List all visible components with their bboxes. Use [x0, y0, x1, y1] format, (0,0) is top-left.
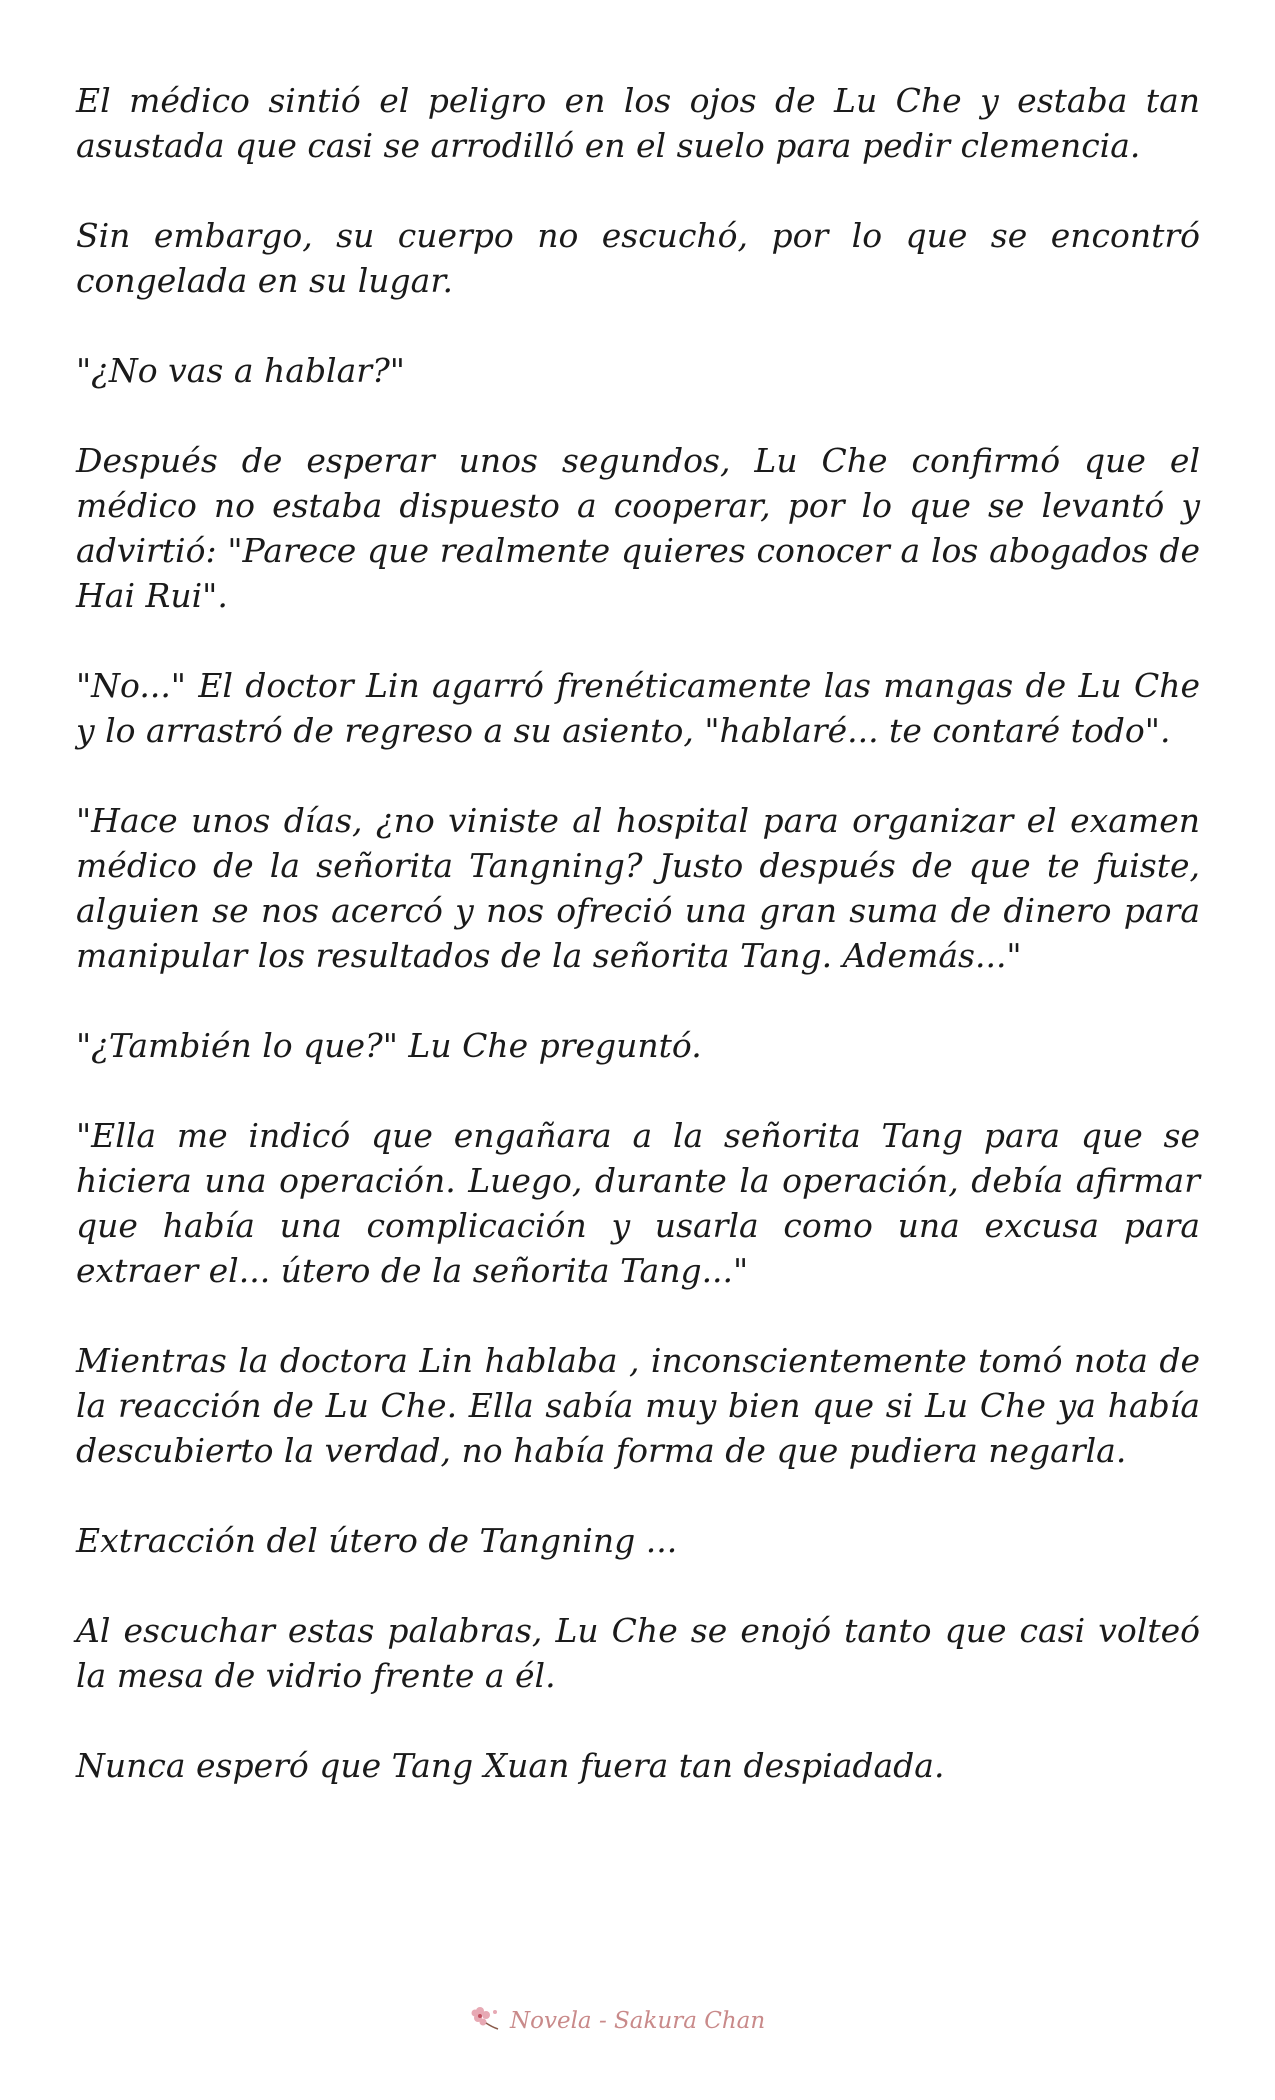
paragraph-9: Mientras la doctora Lin hablaba , inconscientemente tomó nota de la reacción de Lu Che. Ella sabía muy bien que si Lu Che ya había descubierto la verdad, no había forma de que pudiera negarla.: [76, 1341, 1200, 1470]
paragraph-4: Después de esperar unos segundos, Lu Che confirmó que el médico no estaba dispuesto a cooperar, por lo que se levantó y advirtió: "Parece que realmente quieres conocer a los abogados de Hai Rui".: [76, 441, 1200, 615]
paragraph-11: Al escuchar estas palabras, Lu Che se enojó tanto que casi volteó la mesa de vidrio frente a él.: [76, 1611, 1200, 1695]
paragraph-10: Extracción del útero de Tangning ...: [76, 1521, 678, 1560]
watermark-text: Novela - Sakura Chan: [510, 2008, 766, 2034]
paragraph-7: "¿También lo que?" Lu Che preguntó.: [76, 1026, 702, 1065]
paragraph-12: Nunca esperó que Tang Xuan fuera tan despiadada.: [76, 1746, 945, 1785]
paragraph-8: "Ella me indicó que engañara a la señorita Tang para que se hiciera una operación. Luego, durante la operación, debía afirmar que había una complicación y usarla como una excusa para extraer el... útero de la señorita Tang...": [76, 1116, 1200, 1290]
watermark: [468, 2003, 765, 2039]
paragraph-1: El médico sintió el peligro en los ojos de Lu Che y estaba tan asustada que casi se arrodilló en el suelo para pedir clemencia.: [76, 81, 1200, 165]
document-body: [76, 78, 1200, 1788]
paragraph-2: Sin embargo, su cuerpo no escuchó, por lo que se encontró congelada en su lugar.: [76, 216, 1200, 300]
paragraph-3: "¿No vas a hablar?": [76, 351, 405, 390]
paragraph-5: "No..." El doctor Lin agarró frenéticamente las mangas de Lu Che y lo arrastró de regreso a su asiento, "hablaré... te contaré todo".: [76, 666, 1200, 750]
sakura-flower-icon: [468, 2003, 502, 2039]
paragraph-6: "Hace unos días, ¿no viniste al hospital para organizar el examen médico de la señorita Tangning? Justo después de que te fuiste, alguien se nos acercó y nos ofreció una gran suma de dinero para manipular los resultados de la señorita Tang. Además...": [76, 801, 1200, 975]
